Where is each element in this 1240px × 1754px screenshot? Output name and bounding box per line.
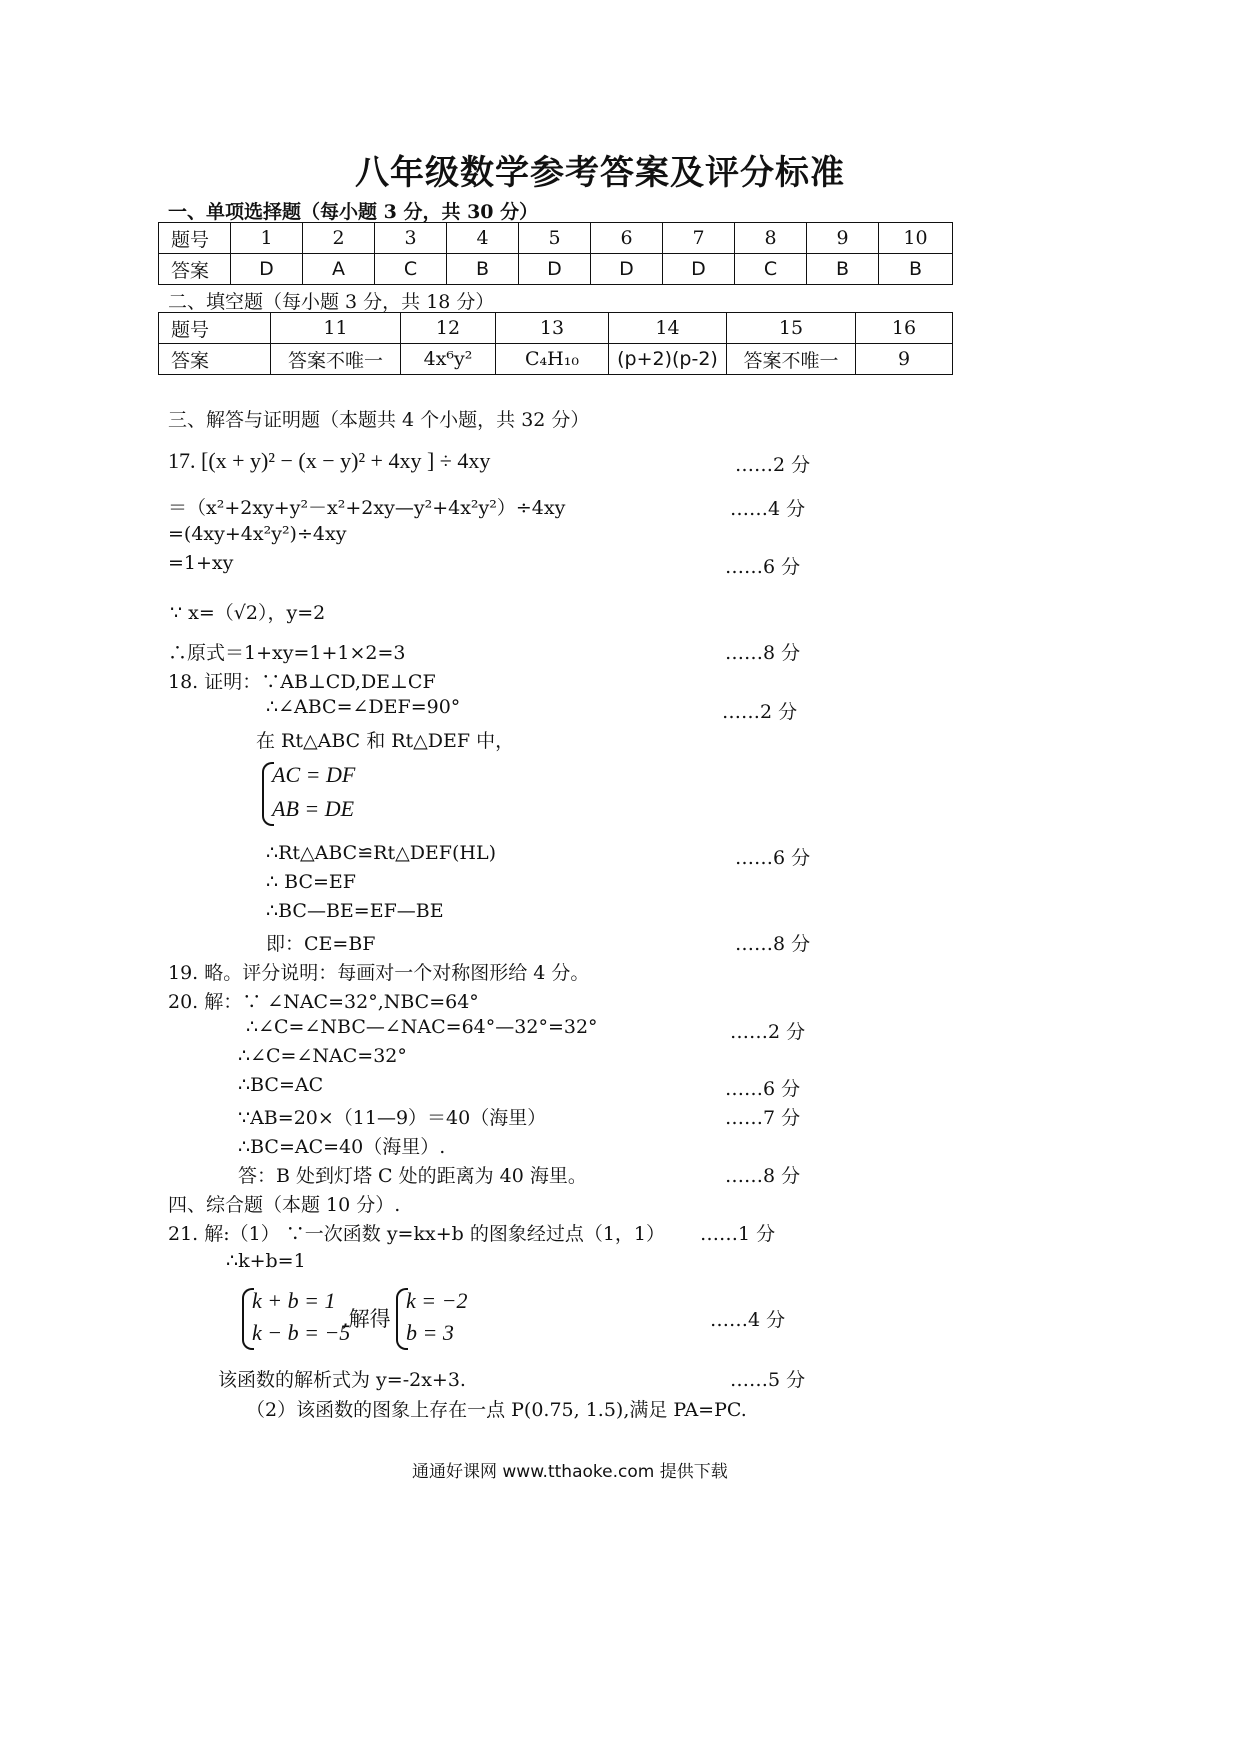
row-label-number: 题号 [159,313,271,344]
table-cell: C₄H₁₀ [496,344,609,375]
score-mark: ……7 分 [725,1107,801,1129]
table-cell: (p+2)(p-2) [609,344,727,375]
table-cell: 14 [609,313,727,344]
q18-step: ∴Rt△ABC≌Rt△DEF(HL) [266,842,496,864]
table-cell: B [447,254,519,285]
choice-answer-table [158,222,953,285]
q20-step: ∴∠C=∠NAC=32° [238,1045,407,1067]
score-mark: ……8 分 [725,642,801,664]
table-row-numbers [159,223,953,254]
q20-step: ∴BC=AC=40（海里）. [238,1136,446,1158]
table-cell: 13 [496,313,609,344]
equation-line: k + b = 1 [252,1288,336,1313]
q17-step: ∴原式＝1+xy=1+1×2=3 [168,642,406,664]
q20-step: ∵AB=20×（11—9）＝40（海里） [238,1107,547,1129]
table-row-answers [159,254,953,285]
q18-step: ∴BC—BE=EF—BE [266,900,444,922]
score-mark: ……8 分 [735,933,811,955]
table-cell: 1 [231,223,303,254]
q17-step: =1+xy [168,552,234,574]
table-cell: 10 [879,223,953,254]
table-cell: 16 [856,313,953,344]
table-cell: 15 [727,313,856,344]
q20-step: ∴BC=AC [238,1074,324,1096]
table-cell: A [303,254,375,285]
table-cell: 4 [447,223,519,254]
score-mark: ……2 分 [722,701,798,723]
equation-line: AC = DF [272,762,356,787]
q18-step: ∴ BC=EF [266,871,356,893]
q21-step: 该函数的解析式为 y=-2x+3. [218,1369,466,1391]
table-cell: 8 [735,223,807,254]
table-cell: 3 [375,223,447,254]
page-footer: 通通好课网 www.tthaoke.com 提供下载 [412,1462,728,1482]
score-mark: ……6 分 [735,847,811,869]
table-row-answers [159,344,953,375]
table-cell: C [375,254,447,285]
q21-step: 21. 解:（1） ∵一次函数 y=kx+b 的图象经过点（1，1） [168,1223,666,1245]
score-mark: ……1 分 [700,1223,776,1245]
q20-step: 答：B 处到灯塔 C 处的距离为 40 海里。 [238,1165,587,1187]
equation-line: AB = DE [272,796,355,821]
solve-word: ,解得 [342,1307,391,1331]
section4-heading: 四、综合题（本题 10 分）. [168,1194,401,1216]
table-cell: D [591,254,663,285]
fill-answer-table [158,312,953,375]
q17-step: ∵ x=（√2），y=2 [170,602,326,624]
score-mark: ……5 分 [730,1369,806,1391]
q17-step: =(4xy+4x²y²)÷4xy [168,523,347,545]
page-title: 八年级数学参考答案及评分标准 [355,153,845,193]
table-cell: 5 [519,223,591,254]
q17-step: ＝（x²+2xy+y²－x²+2xy—y²+4x²y²）÷4xy [168,497,566,519]
score-mark: ……4 分 [730,498,806,520]
score-mark: ……6 分 [725,556,801,578]
equation-line: k = −2 [406,1288,468,1313]
score-mark: ……2 分 [735,454,811,476]
table-cell: 2 [303,223,375,254]
q18-step: 在 Rt△ABC 和 Rt△DEF 中， [256,730,515,752]
table-cell: 7 [663,223,735,254]
table-cell: C [735,254,807,285]
score-mark: ……4 分 [710,1309,786,1331]
section1-heading: 一、单项选择题（每小题 3 分，共 30 分） [168,201,539,223]
table-cell: B [807,254,879,285]
q21-step: ∴k+b=1 [226,1250,306,1272]
table-cell: 答案不唯一 [271,344,401,375]
table-cell: 11 [271,313,401,344]
q17-expression: 17. [(x + y)² − (x − y)² + 4xy ] ÷ 4xy [168,448,491,473]
table-cell: D [231,254,303,285]
table-cell: D [519,254,591,285]
table-cell: 12 [401,313,496,344]
equation-line: b = 3 [406,1320,454,1345]
table-cell: B [879,254,953,285]
q18-step: 即：CE=BF [266,933,376,955]
score-mark: ……6 分 [725,1078,801,1100]
table-cell: 6 [591,223,663,254]
table-cell: 9 [807,223,879,254]
table-row-numbers [159,313,953,344]
q18-step: ∴∠ABC=∠DEF=90° [266,696,461,718]
table-cell: 答案不唯一 [727,344,856,375]
q20-step: 20. 解：∵ ∠NAC=32°,NBC=64° [168,991,479,1013]
table-cell: 9 [856,344,953,375]
score-mark: ……8 分 [725,1165,801,1187]
row-label-number: 题号 [159,223,231,254]
table-cell: 4x⁶y² [401,344,496,375]
section3-heading: 三、解答与证明题（本题共 4 个小题，共 32 分） [168,409,590,431]
q21-step: （2）该函数的图象上存在一点 P(0.75, 1.5),满足 PA=PC. [246,1399,747,1421]
equation-line: k − b = −5 [252,1320,351,1345]
q19-text: 19. 略。评分说明：每画对一个对称图形给 4 分。 [168,962,590,984]
row-label-answer: 答案 [159,254,231,285]
q20-step: ∴∠C=∠NBC—∠NAC=64°—32°=32° [246,1016,598,1038]
score-mark: ……2 分 [730,1021,806,1043]
q18-step: 18. 证明：∵AB⊥CD,DE⊥CF [168,671,436,693]
table-cell: D [663,254,735,285]
row-label-answer: 答案 [159,344,271,375]
section2-heading: 二、填空题（每小题 3 分，共 18 分） [168,291,495,313]
